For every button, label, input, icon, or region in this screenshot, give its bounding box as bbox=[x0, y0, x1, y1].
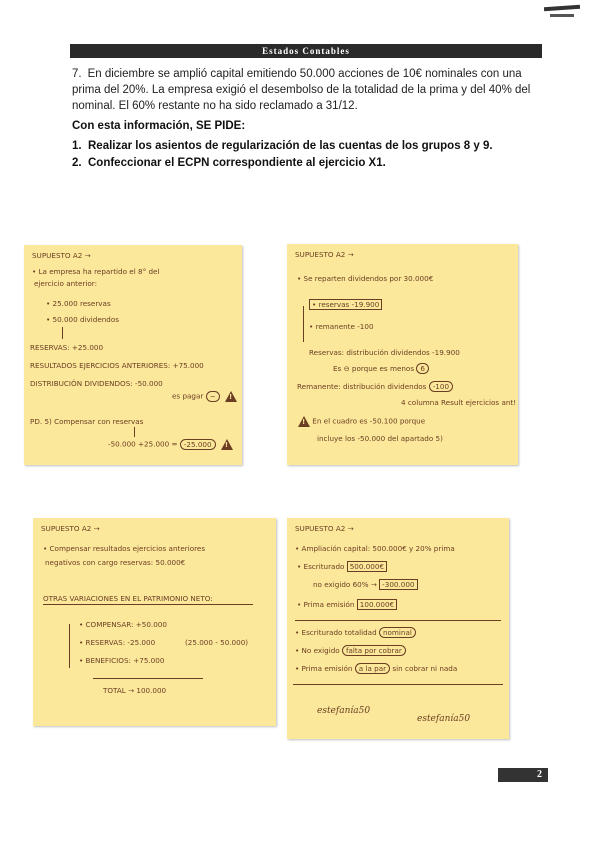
note-line: -50.000 +25.000 = bbox=[108, 439, 178, 449]
scan-mark-2 bbox=[550, 14, 574, 17]
note-line-wrap bbox=[309, 300, 382, 309]
bracket-line bbox=[303, 306, 304, 342]
note-line: • remanente -100 bbox=[309, 322, 374, 331]
warning-icon bbox=[221, 439, 233, 450]
note-line: DISTRIBUCIÓN DIVIDENDOS: -50.000 bbox=[30, 379, 163, 388]
note-line: Remanente: distribución dividendos bbox=[297, 382, 427, 391]
note-line: • Escriturado bbox=[297, 562, 345, 571]
note-line: TOTAL → 100.000 bbox=[103, 686, 167, 695]
page-number: 2 bbox=[498, 768, 548, 782]
minus-circle: − bbox=[206, 391, 220, 402]
pide-title: Con esta información, SE PIDE: bbox=[72, 120, 246, 132]
signature: estefanía50 bbox=[417, 714, 471, 724]
note-line: • La empresa ha repartido el 8° del bbox=[32, 267, 160, 276]
note-line-wrap bbox=[297, 600, 397, 609]
note-line: OTRAS VARIACIONES EN EL PATRIMONIO NETO: bbox=[43, 594, 213, 603]
divider bbox=[293, 684, 503, 685]
signature: estefanía50 bbox=[317, 706, 371, 716]
underline bbox=[93, 678, 203, 679]
sticky-note-1 bbox=[24, 245, 242, 465]
warning-icon bbox=[225, 391, 237, 402]
divider bbox=[295, 620, 501, 621]
boxed-value: 100.000€ bbox=[357, 599, 397, 610]
note-line: • Escriturado totalidad bbox=[295, 628, 377, 637]
note-line: • 25.000 reservas bbox=[46, 299, 111, 308]
arrow-line bbox=[134, 427, 135, 437]
boxed-value: -300.000 bbox=[379, 579, 417, 590]
task-number: 1. bbox=[72, 140, 82, 152]
note-line: • Prima emisión bbox=[295, 664, 353, 673]
note-line: RESERVAS: +25.000 bbox=[30, 343, 104, 352]
note-line: RESULTADOS EJERCICIOS ANTERIORES: +75.000 bbox=[30, 361, 204, 370]
task-item bbox=[72, 157, 386, 169]
note-line: 4 columna Result ejercicios ant! bbox=[401, 398, 517, 407]
sticky-note-2 bbox=[287, 244, 518, 465]
note-line: no exigido 60% → bbox=[313, 580, 377, 589]
note-title: SUPUESTO A2 → bbox=[295, 524, 354, 533]
circled-value: nominal bbox=[379, 627, 416, 638]
note-title: SUPUESTO A2 → bbox=[295, 250, 354, 259]
scan-mark bbox=[544, 5, 580, 12]
page-header bbox=[70, 44, 542, 58]
bracket-line bbox=[69, 624, 70, 668]
note-line: • COMPENSAR: +50.000 bbox=[79, 620, 167, 629]
note-line: • Prima emisión bbox=[297, 600, 355, 609]
task-text: Realizar los asientos de regularización de las cuentas de los grupos 8 y 9. bbox=[88, 140, 493, 152]
note-line-wrap bbox=[295, 628, 416, 637]
note-line-wrap bbox=[295, 664, 457, 673]
note-line: incluye los -50.000 del apartado 5) bbox=[317, 434, 443, 443]
circled-value: -100 bbox=[429, 381, 453, 392]
underline bbox=[43, 604, 253, 605]
note-line-wrap bbox=[295, 416, 425, 427]
note-line: • Se reparten dividendos por 30.000€ bbox=[297, 274, 434, 283]
note-line: • No exigido bbox=[295, 646, 340, 655]
boxed-value: • reservas -19.900 bbox=[309, 299, 382, 310]
note-line-wrap bbox=[172, 391, 237, 402]
note-title: SUPUESTO A2 → bbox=[41, 524, 100, 533]
warning-icon bbox=[298, 416, 310, 427]
note-line: negativos con cargo reservas: 50.000€ bbox=[45, 558, 186, 567]
circled-value: falta por cobrar bbox=[342, 645, 406, 656]
note-line: • BENEFICIOS: +75.000 bbox=[79, 656, 165, 665]
note-line-wrap bbox=[333, 364, 429, 373]
note-line-wrap bbox=[297, 382, 453, 391]
note-line: Reservas: distribución dividendos -19.900 bbox=[309, 348, 460, 357]
note-line: PD. 5) Compensar con reservas bbox=[30, 417, 144, 426]
note-line: • 50.000 dividendos bbox=[46, 315, 120, 324]
task-text: Confeccionar el ECPN correspondiente al ejercicio X1. bbox=[88, 157, 386, 169]
task-number: 2. bbox=[72, 157, 82, 169]
note-line-wrap bbox=[108, 439, 233, 450]
arrow-line bbox=[62, 327, 63, 339]
sticky-note-3 bbox=[33, 518, 276, 726]
task-item bbox=[72, 140, 493, 152]
note-line: • Compensar resultados ejercicios anteriores bbox=[43, 544, 206, 553]
note-line: ejercicio anterior: bbox=[34, 279, 98, 288]
note-line: • Ampliación capital: 500.000€ y 20% prima bbox=[295, 544, 455, 553]
note-line: • RESERVAS: -25.000 bbox=[79, 638, 156, 647]
header-title: Estados Contables bbox=[262, 46, 350, 56]
note-line: (25.000 - 50.000) bbox=[185, 638, 249, 647]
note-line: Es ⊖ porque es menos bbox=[333, 364, 415, 373]
note-title: SUPUESTO A2 → bbox=[32, 251, 91, 260]
note-line: En el cuadro es -50.100 porque bbox=[312, 416, 426, 426]
statement-number: 7. bbox=[72, 68, 82, 80]
note-line-wrap bbox=[297, 562, 387, 571]
sticky-note-4 bbox=[287, 518, 509, 739]
boxed-value: 500.000€ bbox=[347, 561, 387, 572]
note-line-wrap bbox=[313, 580, 418, 589]
circled-value: 6 bbox=[416, 363, 429, 374]
circled-value: -25.000 bbox=[180, 439, 216, 450]
note-line-wrap bbox=[295, 646, 406, 655]
statement-paragraph bbox=[72, 66, 544, 114]
circled-value: a la par bbox=[355, 663, 390, 674]
note-line: sin cobrar ni nada bbox=[392, 664, 458, 673]
note-line: es pagar bbox=[172, 391, 204, 401]
statement-text: En diciembre se amplió capital emitiendo 50.000 acciones de 10€ nominales con una prima del 20%. La empresa exigió el desembolso de la totalidad de la prima y del 40% del nominal. El 60% restante no ha sido reclamado a 31/12. bbox=[72, 68, 531, 112]
